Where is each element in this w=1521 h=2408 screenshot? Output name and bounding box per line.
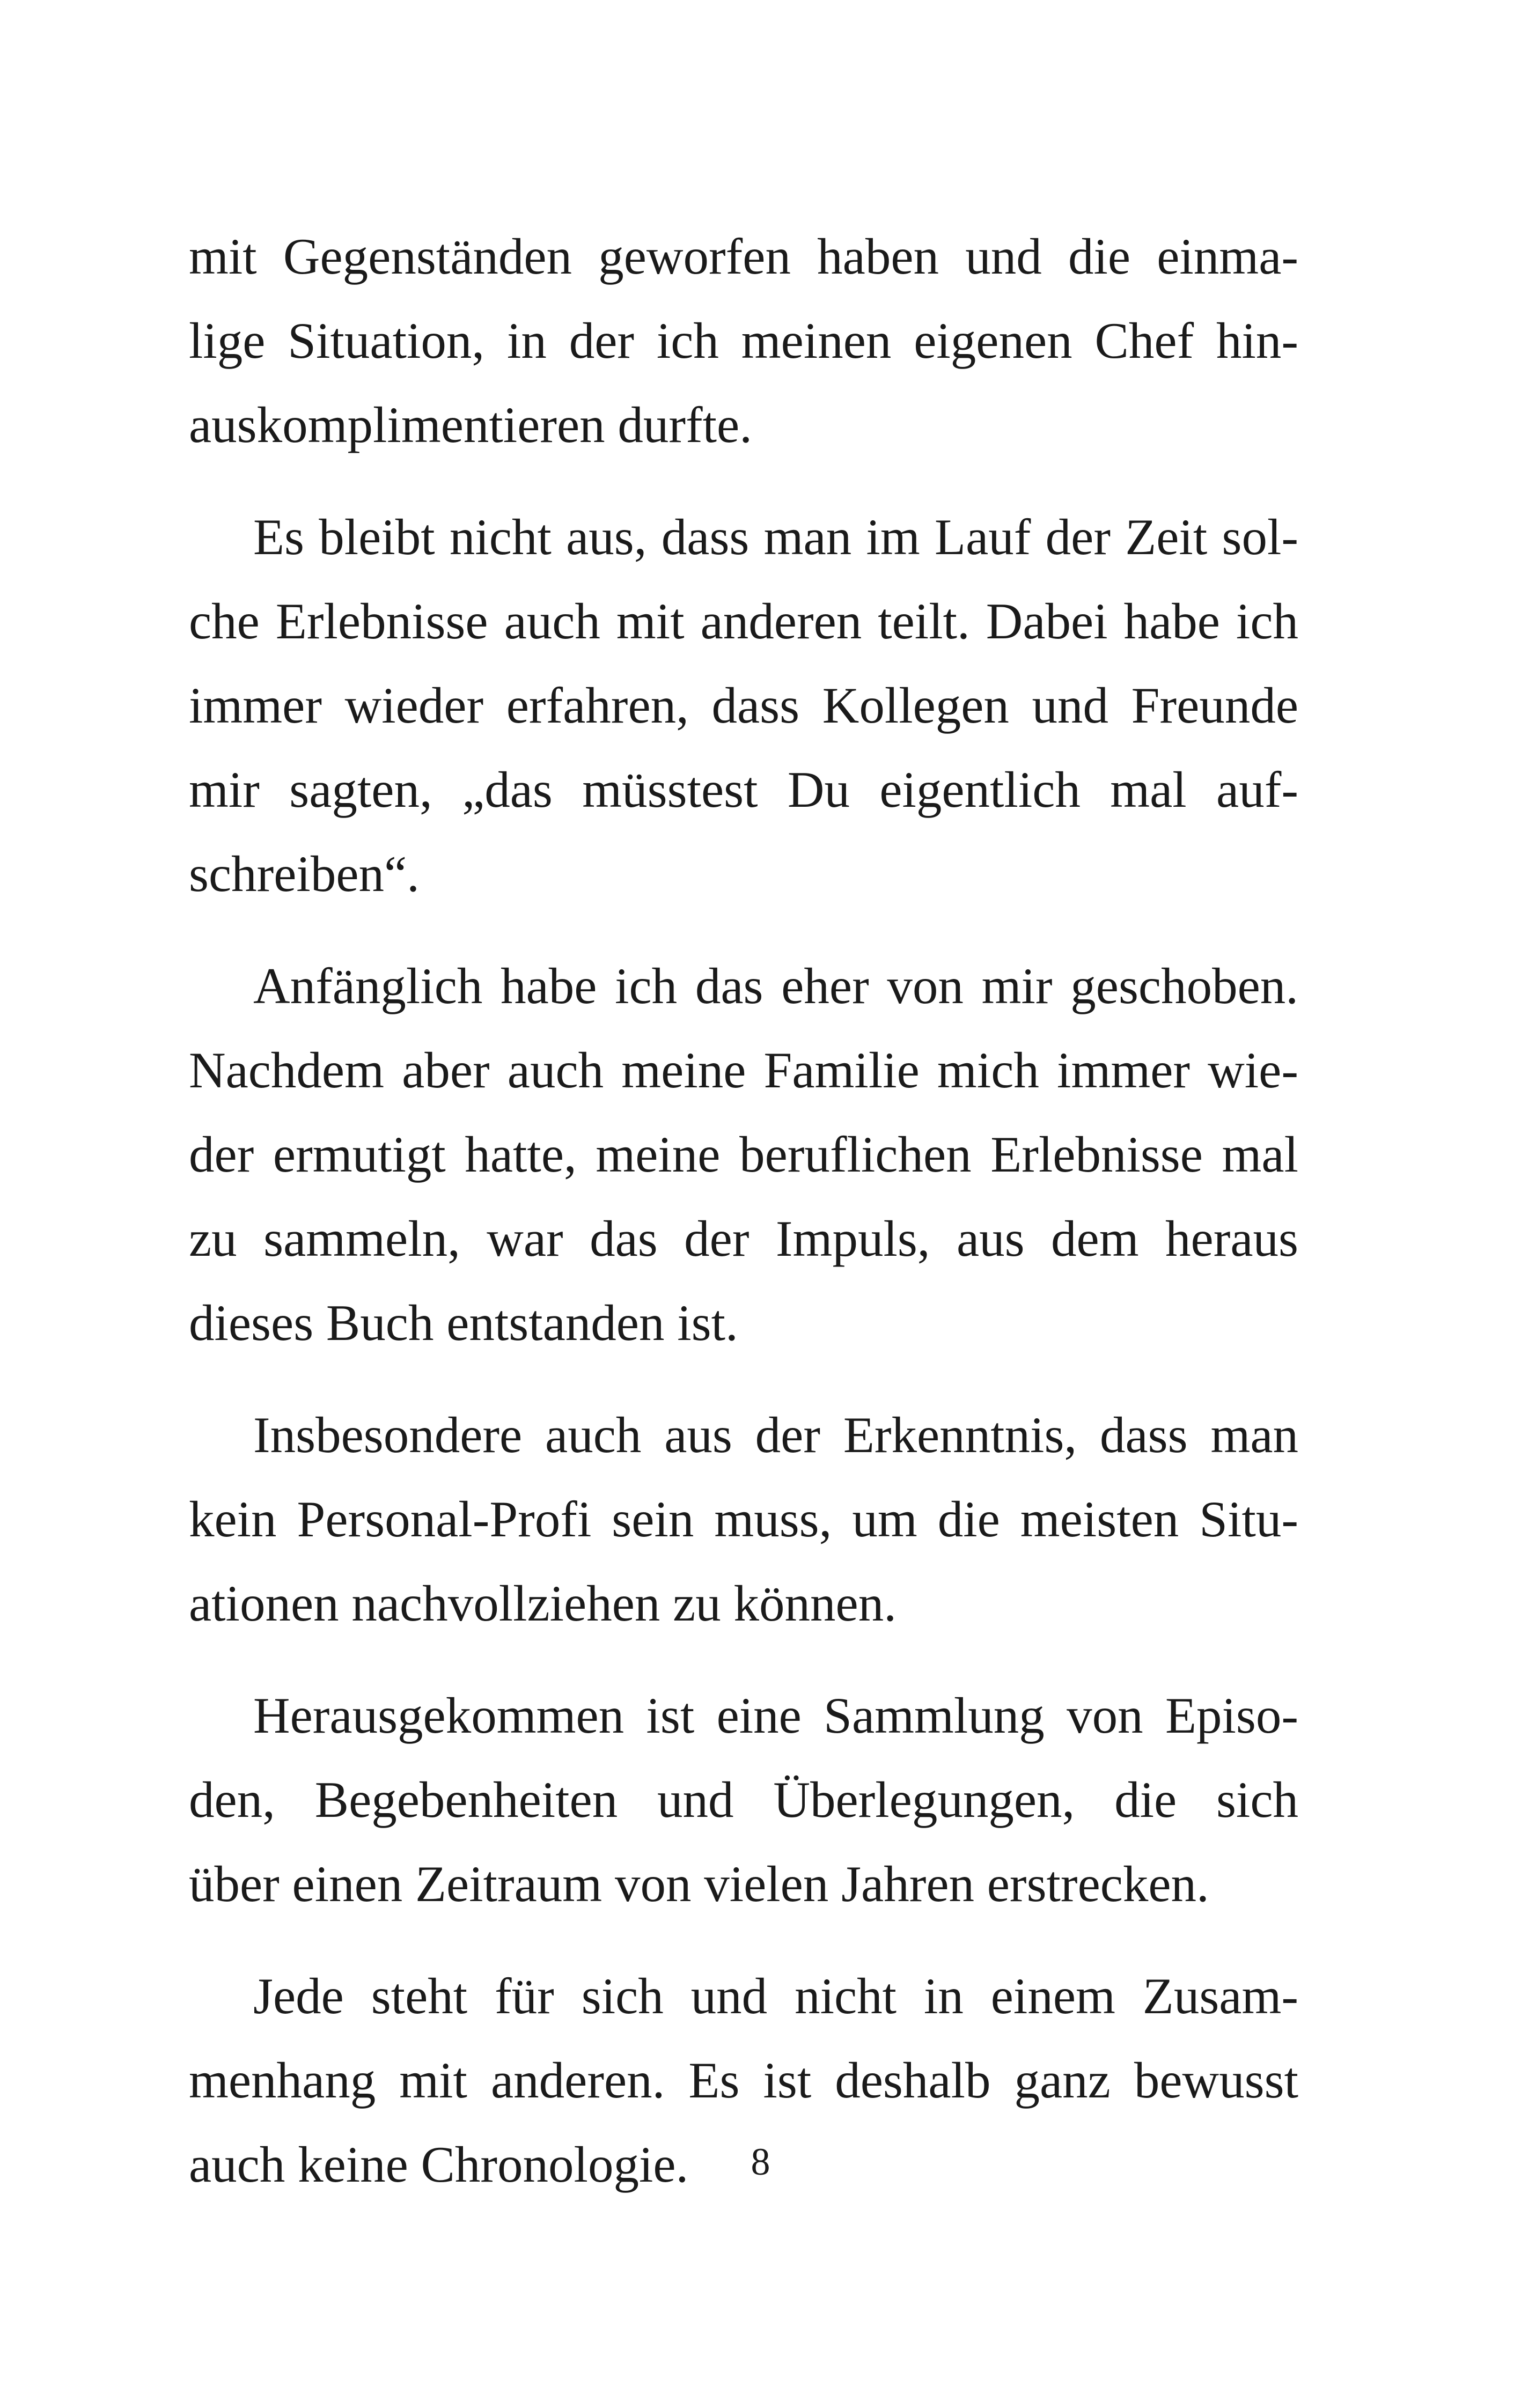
text-line: der ermutigt hatte, meine beruflichen Erlebnisse mal [189, 1126, 1298, 1183]
page-number: 8 [751, 2140, 770, 2183]
text-line: den, Begebenheiten und Überlegungen, die sich [189, 1771, 1298, 1828]
text-line: dieses Buch entstanden ist. [189, 1294, 738, 1351]
text-line: Es bleibt nicht aus, dass man im Lauf der Zeit sol- [253, 509, 1298, 565]
text-line: Anfänglich habe ich das eher von mir geschoben. [253, 958, 1298, 1014]
text-line: auskomplimentieren durfte. [189, 396, 752, 453]
text-line: lige Situation, in der ich meinen eigenen Chef hin- [189, 312, 1298, 369]
body-text [189, 215, 1298, 2235]
text-line: Nachdem aber auch meine Familie mich immer wie- [189, 1042, 1298, 1099]
text-line: immer wieder erfahren, dass Kollegen und Freunde [189, 677, 1298, 734]
text-line: zu sammeln, war das der Impuls, aus dem heraus [189, 1210, 1298, 1267]
text-line: Herausgekommen ist eine Sammlung von Episo- [253, 1687, 1298, 1744]
paragraph-4 [189, 1393, 1298, 1646]
text-line: menhang mit anderen. Es ist deshalb ganz bewusst [189, 2052, 1298, 2109]
text-line: Jede steht für sich und nicht in einem Zusam- [253, 1968, 1298, 2024]
text-line: über einen Zeitraum von vielen Jahren erstrecken. [189, 1855, 1209, 1912]
paragraph-2 [189, 495, 1298, 916]
text-line: mit Gegenständen geworfen haben und die einma- [189, 228, 1298, 285]
text-line: schreiben“. [189, 845, 420, 902]
text-line: ationen nachvollziehen zu können. [189, 1575, 897, 1632]
text-line: mir sagten, „das müsstest Du eigentlich mal auf- [189, 761, 1298, 818]
paragraph-1 [189, 215, 1298, 467]
paragraph-5 [189, 1674, 1298, 1926]
text-line: Insbesondere auch aus der Erkenntnis, dass man [253, 1406, 1298, 1463]
text-line: che Erlebnisse auch mit anderen teilt. Dabei habe ich [189, 593, 1298, 650]
text-line: auch keine Chronologie. [189, 2136, 689, 2193]
paragraph-3 [189, 944, 1298, 1365]
text-line: kein Personal-Profi sein muss, um die meisten Situ- [189, 1491, 1298, 1548]
